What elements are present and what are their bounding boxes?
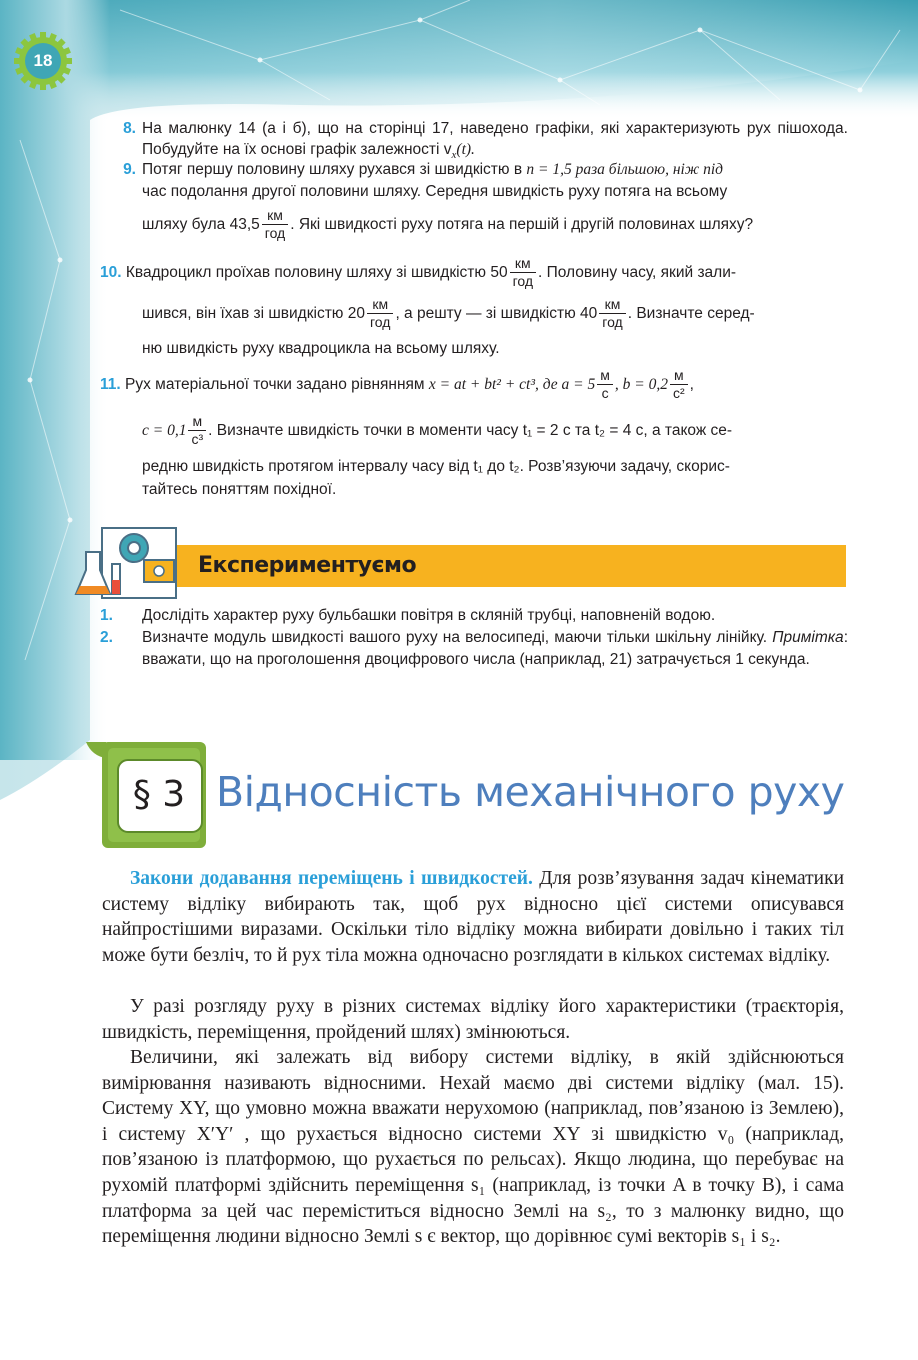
problem-text: . Визначте серед- [627, 305, 755, 322]
lab-flask-icon [72, 518, 182, 604]
problem-text: . Які швидкості руху потяга на першій і другій половинах шляху? [290, 216, 754, 233]
fraction-km-per-hour: $\frac{км}{\text{год}}$ [599, 296, 625, 331]
paragraph-lead: Закони додавання переміщень і швидкостей. [130, 868, 533, 889]
problem-text: . Половину часу, який зали- [538, 264, 737, 281]
problem-text: редню швидкість протягом інтервалу часу від t₁ до t₂. Розв’язуючи задачу, скорис- [142, 458, 730, 475]
problem-text: ню швидкість руху квадроцикла на всьому шляху. [142, 340, 500, 357]
experiment-item-2 [100, 627, 848, 671]
experiment-item-1 [100, 605, 848, 627]
problem-text: тайтесь поняттям похідної. [142, 481, 337, 498]
equation: x = at + bt² + ct³, де a = 5 [428, 376, 596, 393]
fraction-m-per-s3: $\frac{м}{\text{с³}}$ [188, 413, 206, 448]
fraction-km-per-hour: $\frac{км}{\text{год}}$ [510, 255, 536, 290]
problem-text-tail: (t). [456, 141, 475, 158]
problem-text: Потяг першу половину шляху рухався зі швидкістю в [142, 161, 523, 178]
problem-number: 9. [123, 161, 136, 178]
problem-text: , а решту — зі швидкістю 40 [395, 305, 598, 322]
paragraph-3: Величини, які залежать від вибору системи відліку, в якій здійснюються вимірювання називають відносними. Нехай маємо дві системи відліку (мал. 15). Систему XY, що умовно можна вважати нерухомою (наприклад, пов’язаною із Землею), і систему X′Y′ , що рухається відносно системи XY зі швидкістю v₀ (наприклад, пов’язаною із платформою, що рухається по рельсах). Якщо людина, що перебуває на рухомій платформі здійснить переміщення s₁ (наприклад, із точки A в точку B), і сама платформа за цей час переміститься відносно Землі на s₂, то з малюнку видно, що переміщення людини відносно Землі s є вектор, що дорівнює сумі векторів s₁ і s₂. [102, 1047, 844, 1248]
problem-number: 8. [123, 120, 136, 137]
problem-8: 8. На малюнку 14 (а і б), що на сторінці 17, наведено графіки, які характеризують рух пішохода. Побудуйте на їх основі графік залежності $v_x(t)$. [100, 118, 848, 166]
problem-text: . Визначте швидкість точки в моменти часу t₁ = 2 с та t₂ = 4 с, а також се- [208, 422, 733, 439]
section-number: § 3 [132, 774, 186, 815]
paragraph-2: У разі розгляду руху в різних системах відліку його характеристики (траєкторія, швидкість, переміщення, пройдений шлях) змінюються. [102, 996, 844, 1043]
equation: c = 0,1 [142, 422, 187, 439]
page-number-badge [12, 30, 74, 92]
item-number: 2. [100, 629, 113, 646]
problem-text: шився, він їхав зі швидкістю 20 [142, 305, 365, 322]
problem-number: 11. [100, 376, 121, 393]
problem-text: шляху була 43,5 [142, 216, 260, 233]
fraction-km-per-hour: $\frac{км}{\text{год}}$ [262, 207, 288, 242]
section-title: Відносність механічного руху [216, 768, 845, 816]
equation: , b = 0,2 [614, 376, 668, 393]
note-label: Примітка [772, 629, 844, 646]
problem-text: На малюнку 14 (а і б), що на сторінці 17, наведено графіки, які характеризують рух пішохода. Побудуйте на їх основі графік залежності v [142, 120, 848, 158]
problem-number: 10. [100, 264, 122, 281]
item-text: Визначте модуль швидкості вашого руху на велосипеді, маючи тільки шкільну лінійку. [142, 629, 773, 646]
fraction-m-per-s2: $\frac{м}{\text{с²}}$ [670, 367, 688, 402]
problem-text: час подолання другої половини шляху. Середня швидкість руху потяга на всьому [142, 183, 728, 200]
item-text: : вважати, що на проголошення двоцифрового числа (наприклад, 21) затрачується 1 секунда. [142, 629, 848, 668]
problem-text: Рух матеріальної точки задано рівнянням [125, 376, 425, 393]
item-number: 1. [100, 607, 113, 624]
problem-text: n = 1,5 раза більшою, ніж під [526, 161, 724, 178]
fraction-km-per-hour: $\frac{км}{\text{год}}$ [367, 296, 393, 331]
paragraph-1 [102, 866, 844, 968]
paragraph-text: Для розв’язування задач кінематики систему відліку вибирають так, щоб рух відносно цієї системи описувався найпростішими виразами. Оскільки тіло відліку можна вибирати довільно і таких тіл може бути безліч, то й рух тіла можна одночасно розглядати в кількох системах відліку. [102, 868, 845, 966]
problem-text: Квадроцикл проїхав половину шляху зі швидкістю 50 [125, 264, 508, 281]
item-text: Дослідіть характер руху бульбашки повітря в скляній трубці, наповненій водою. [142, 607, 716, 624]
fraction-m-per-s: $\frac{м}{с}$ [597, 367, 613, 402]
experiment-title: Експериментуємо [198, 553, 417, 578]
page-number: 18 [33, 51, 53, 70]
